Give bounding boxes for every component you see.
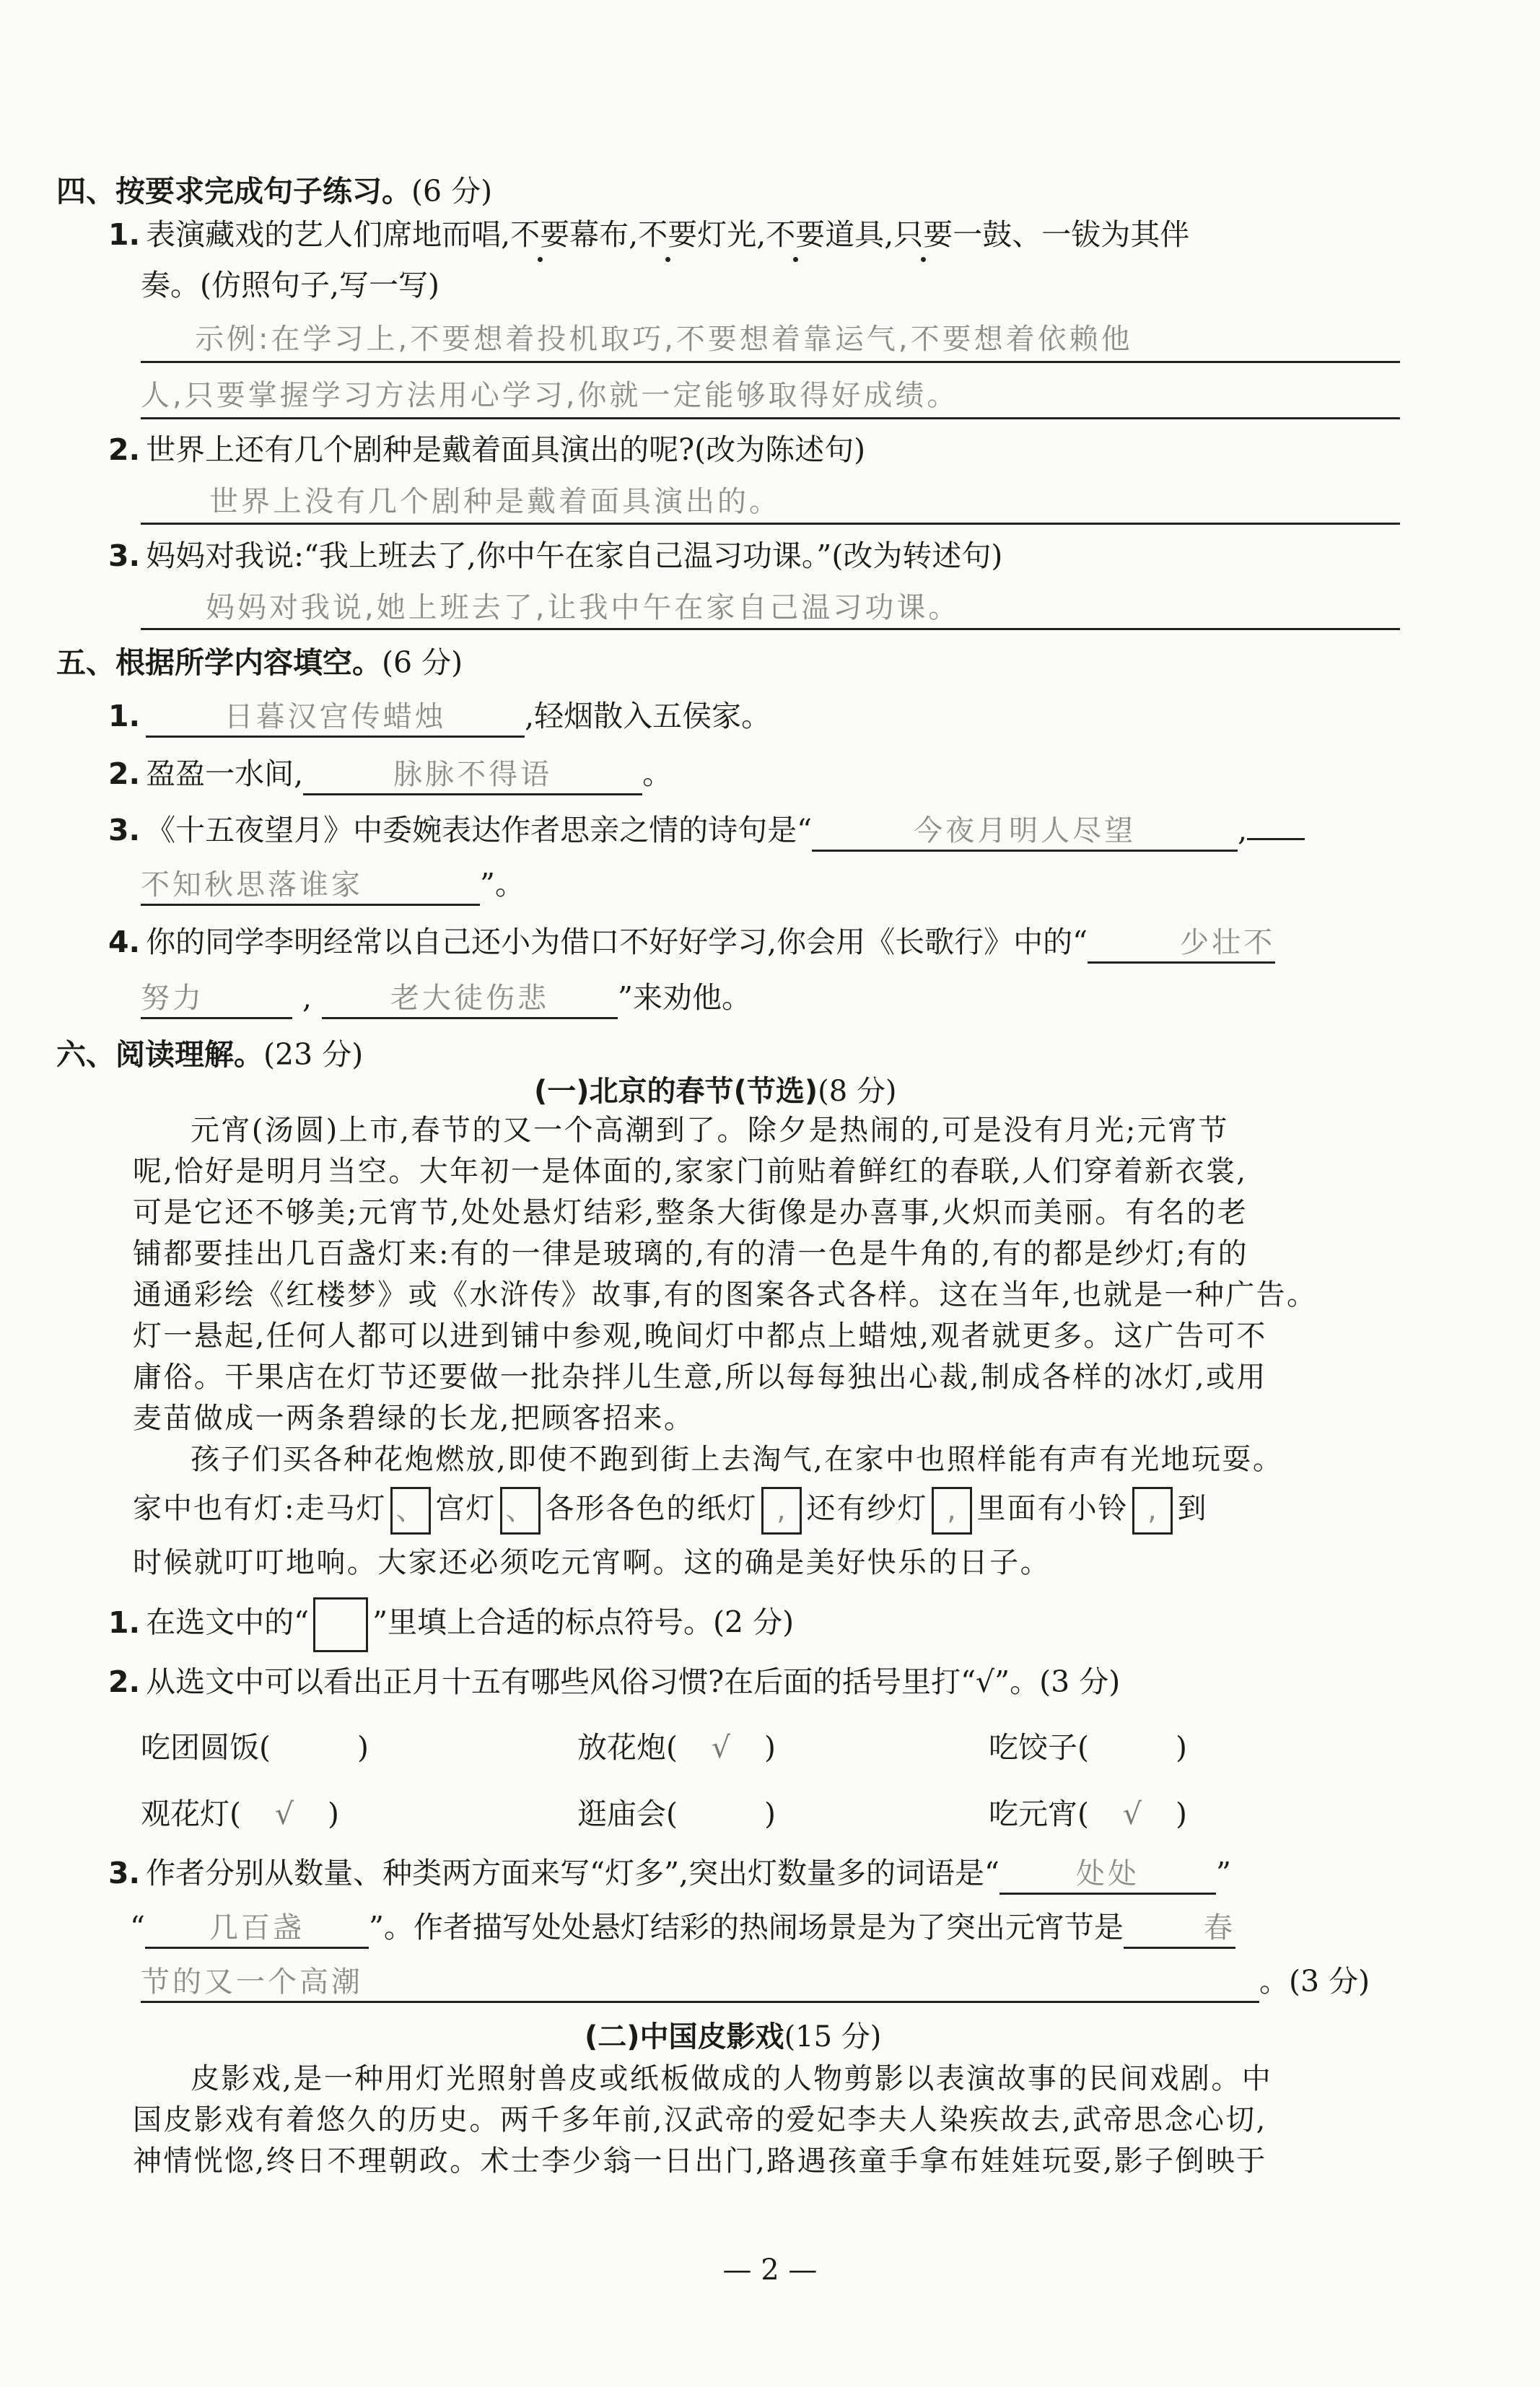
question-number: 1.: [108, 217, 141, 252]
q-text: 道具,: [825, 217, 894, 252]
checkbox-mark[interactable]: √: [274, 1797, 294, 1831]
q-text: 灯光,: [697, 217, 766, 252]
answer-line: [141, 359, 1400, 363]
s4-q2: [108, 428, 865, 471]
section-5-points: (6 分): [382, 645, 463, 680]
q-text: ,: [1238, 813, 1248, 847]
passage-line: 可是它还不够美;元宵节,处处悬灯结彩,整条大街像是办喜事,火炽而美丽。有名的老: [133, 1196, 1248, 1229]
s6-q3-line3: [141, 1960, 1370, 2003]
s5-q1: [108, 694, 771, 738]
section-5-title: 五、根据所学内容填空。: [56, 645, 382, 680]
dotted-word: 不要: [766, 217, 826, 252]
s5-q2: [108, 752, 672, 795]
s4-q3: [108, 534, 1002, 577]
question-number: 4.: [108, 925, 141, 959]
dotted-word: 只要: [893, 217, 953, 252]
empty-box-sample: [313, 1597, 368, 1652]
s6-q2: [108, 1660, 1120, 1703]
question-number: 2.: [108, 1664, 141, 1699]
question-number: 1.: [108, 699, 141, 733]
s6-q3-blank-3a[interactable]: 春: [1124, 1909, 1235, 1949]
section-6-title: 六、阅读理解。: [56, 1037, 263, 1072]
q-text: 你的同学李明经常以自己还小为借口不好好学习,你会用《长歌行》中的“: [146, 925, 1088, 959]
q-text: 从选文中可以看出正月十五有哪些风俗习惯?在后面的括号里打“√”。(3 分): [146, 1664, 1121, 1699]
passage-line: 元宵(汤圆)上市,春节的又一个高潮到了。除夕是热闹的,可是没有月光;元宵节: [191, 1114, 1229, 1147]
blank-continuation: [1247, 838, 1305, 840]
question-number: 3.: [108, 1856, 141, 1890]
option-guanhuadeng[interactable]: 观花灯( √ ): [141, 1797, 339, 1831]
s5-q3-blank-1[interactable]: 今夜月明人尽望: [812, 812, 1238, 852]
q-text: 妈妈对我说:“我上班去了,你中午在家自己温习功课。”(改为转述句): [146, 538, 1003, 573]
s4-q1-line2: 奏。(仿照句子,写一写): [141, 268, 440, 302]
q-text: 世界上还有几个剧种是戴着面具演出的呢?(改为陈述句): [146, 432, 866, 467]
passage-title-text: (二)中国皮影戏: [585, 2020, 784, 2054]
passage-text: 里面有小铃: [976, 1492, 1129, 1525]
punctuation-box[interactable]: 、: [500, 1487, 541, 1535]
s5-q4-line1: [108, 920, 1275, 964]
s4-q3-answer[interactable]: 妈妈对我说,她上班去了,让我中午在家自己温习功课。: [206, 591, 961, 624]
punctuation-box[interactable]: 、: [390, 1487, 431, 1535]
option-label: 逛庙会: [577, 1797, 666, 1831]
passage-line: 国皮影戏有着悠久的历史。两千多年前,汉武帝的爱妃李夫人染疾故去,武帝思念心切,: [133, 2103, 1267, 2137]
q-text: 幕布,: [569, 217, 639, 252]
passage-line: 孩子们买各种花炮燃放,即使不跑到街上去淘气,在家中也照样能有声有光地玩耍。: [191, 1443, 1284, 1476]
passage-1-body: [133, 1110, 1403, 1480]
q-text: 表演藏戏的艺人们席地而唱,: [146, 217, 511, 252]
q-text: 作者分别从数量、种类两方面来写“灯多”,突出灯数量多的词语是“: [146, 1856, 1000, 1890]
s6-q3-blank-3b[interactable]: 节的又一个高潮: [141, 1963, 1259, 2003]
passage-points: (15 分): [784, 2020, 882, 2054]
section-6-heading: [56, 1031, 363, 1073]
s4-q2-answer[interactable]: 世界上没有几个剧种是戴着面具演出的。: [209, 485, 781, 518]
q-text: ”里填上合适的标点符号。(2 分): [372, 1605, 795, 1640]
section-4-heading: [56, 167, 492, 210]
option-label: 放花炮: [577, 1730, 666, 1765]
passage-line: 庸俗。干果店在灯节还要做一批杂拌儿生意,所以每每独出心裁,制成各样的冰灯,或用: [133, 1361, 1267, 1394]
passage-2-body: [133, 2059, 1403, 2182]
passage-line: 皮影戏,是一种用灯光照射兽皮或纸板做成的人物剪影以表演故事的民间戏剧。中: [191, 2062, 1273, 2095]
q-text: 一鼓、一钹为其伴: [953, 217, 1190, 252]
s5-q3-line2: [141, 863, 525, 906]
punctuation-box[interactable]: ,: [761, 1487, 802, 1535]
checkbox-mark[interactable]: √: [1122, 1797, 1142, 1831]
q-text: ”。: [480, 867, 525, 902]
s6-q3-blank-2[interactable]: 几百盏: [145, 1909, 369, 1949]
option-label: 吃饺子: [989, 1730, 1077, 1765]
option-fanghuapao[interactable]: 放花炮( √ ): [577, 1730, 776, 1765]
s5-q4-blank-2[interactable]: 老大徒伤悲: [322, 979, 618, 1019]
s6-q3-blank-1[interactable]: 处处: [999, 1855, 1216, 1895]
checkbox-mark[interactable]: √: [711, 1730, 731, 1765]
q-text: ”来劝他。: [618, 980, 752, 1015]
passage-points: (8 分): [818, 1075, 897, 1108]
punctuation-box[interactable]: ,: [932, 1487, 972, 1535]
dotted-word: 不要: [510, 217, 570, 252]
passage-title-text: (一)北京的春节(节选): [534, 1075, 818, 1108]
q-text: 。: [642, 756, 673, 791]
passage-line: 通通彩绘《红楼梦》或《水浒传》故事,有的图案各式各样。这在当年,也就是一种广告。: [133, 1278, 1318, 1312]
section-5-heading: [56, 639, 463, 681]
s6-q1: [108, 1597, 794, 1652]
passage-text: 家中也有灯:走马灯: [133, 1492, 387, 1525]
q-text: ,: [302, 980, 312, 1015]
passage-line: 神情恍惚,终日不理朝政。术士李少翁一日出门,路遇孩童手拿布娃娃玩耍,影子倒映于: [133, 2144, 1267, 2178]
q-text: “: [130, 1910, 145, 1945]
s5-q4-blank-1a[interactable]: 少壮不: [1088, 924, 1275, 964]
section-6-points: (23 分): [263, 1037, 364, 1072]
option-label: 吃团圆饭: [141, 1730, 259, 1765]
question-number: 2.: [108, 756, 141, 791]
question-number: 3.: [108, 538, 141, 573]
q-text: 盈盈一水间,: [146, 756, 304, 791]
page-number: — 2 —: [722, 2253, 818, 2287]
option-tuanyuanfan[interactable]: 吃团圆饭( ): [141, 1730, 369, 1765]
q-text: ,轻烟散入五侯家。: [525, 699, 771, 733]
passage-text: 各形各色的纸灯: [545, 1492, 758, 1525]
passage-text: 宫灯: [435, 1492, 496, 1525]
passage-line: 灯一悬起,任何人都可以进到铺中参观,晚间灯中都点上蜡烛,观者就更多。这广告可不: [133, 1319, 1267, 1353]
dotted-word: 不要: [638, 217, 698, 252]
s5-q3-blank-2[interactable]: 不知秋思落谁家: [141, 866, 480, 906]
passage-1-last-line: 时候就叮叮地响。大家还必须吃元宵啊。这的确是美好快乐的日子。: [133, 1546, 1051, 1579]
question-number: 1.: [108, 1605, 141, 1640]
s6-q3-line2: [130, 1906, 1235, 1949]
s5-q4-blank-1b[interactable]: 努力: [141, 979, 292, 1019]
passage-2-title: [585, 2014, 881, 2055]
section-4-title: 四、按要求完成句子练习。: [56, 174, 411, 209]
question-number: 2.: [108, 432, 141, 467]
answer-line: [141, 416, 1400, 419]
s5-q3-line1: [108, 808, 1305, 852]
passage-text: 还有纱灯: [806, 1492, 928, 1525]
option-jiaozi[interactable]: 吃饺子( ): [989, 1730, 1187, 1765]
answer-line: [141, 627, 1400, 630]
s6-q3-line1: [108, 1851, 1231, 1895]
option-guangmiaohui[interactable]: 逛庙会( ): [577, 1797, 776, 1831]
passage-1-box-line: [133, 1487, 1207, 1535]
s4-q1-line1: [108, 213, 1189, 256]
q-text: 在选文中的“: [146, 1605, 310, 1640]
option-label: 吃元宵: [989, 1797, 1077, 1831]
passage-line: 麦苗做成一两条碧绿的长龙,把顾客招来。: [133, 1402, 695, 1435]
answer-line: [141, 521, 1400, 525]
passage-1-title: [534, 1068, 897, 1109]
s4-q1-answer-2[interactable]: 人,只要掌握学习方法用心学习,你就一定能够取得好成绩。: [141, 379, 959, 412]
question-number: 3.: [108, 813, 141, 847]
s4-q1-answer-1[interactable]: 示例:在学习上,不要想着投机取巧,不要想着靠运气,不要想着依赖他: [195, 323, 1133, 356]
s5-q4-line2: [141, 976, 751, 1019]
option-yuanxiao[interactable]: 吃元宵( √ ): [989, 1797, 1187, 1831]
s5-q2-blank[interactable]: 脉脉不得语: [303, 756, 642, 795]
passage-line: 铺都要挂出几百盏灯来:有的一律是玻璃的,有的清一色是牛角的,有的都是纱灯;有的: [133, 1237, 1248, 1270]
option-label: 观花灯: [141, 1797, 229, 1831]
q-text: 。(3 分): [1259, 1964, 1370, 1999]
section-4-points: (6 分): [411, 174, 493, 209]
q-text: ”。作者描写处处悬灯结彩的热闹场景是为了突出元宵节是: [368, 1910, 1124, 1945]
passage-text: 到: [1177, 1492, 1208, 1525]
passage-line: 呢,恰好是明月当空。大年初一是体面的,家家门前贴着鲜红的春联,人们穿着新衣裳,: [133, 1155, 1248, 1188]
punctuation-box[interactable]: ,: [1132, 1487, 1173, 1535]
q-text: ”: [1216, 1856, 1231, 1890]
s5-q1-blank[interactable]: 日暮汉宫传蜡烛: [146, 698, 525, 738]
q-text: 《十五夜望月》中委婉表达作者思亲之情的诗句是“: [146, 813, 813, 847]
